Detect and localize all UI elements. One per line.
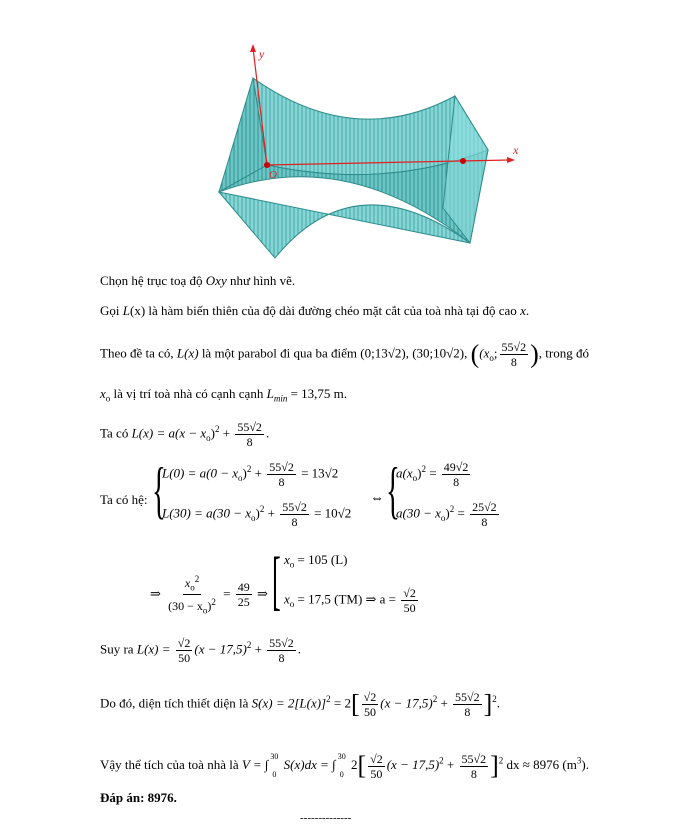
fraction-denominator: 8 xyxy=(464,705,471,719)
formula: 2 xyxy=(215,424,220,435)
text: Oxy xyxy=(205,273,227,288)
case-row xyxy=(284,586,420,615)
separator-text: -------------- xyxy=(300,812,352,824)
fraction-denominator: 8 xyxy=(510,355,517,369)
text: . xyxy=(297,641,302,657)
formula: 2 xyxy=(421,464,426,475)
text: . xyxy=(265,425,270,441)
formula: ) xyxy=(255,505,260,521)
origin-label: O xyxy=(269,169,277,181)
formula: (0;13√2), (30;10√2), xyxy=(360,345,471,361)
fraction-denominator: 50 xyxy=(363,705,376,719)
formula: 2 xyxy=(498,755,504,766)
formula: min xyxy=(273,393,288,404)
formula: + xyxy=(437,695,452,711)
fraction-numerator: √2 xyxy=(370,751,383,766)
formula: dx ≈ 8976 (m xyxy=(503,756,577,772)
text: . xyxy=(525,303,530,318)
formula: ). xyxy=(581,756,589,772)
answer xyxy=(100,790,177,806)
formula: 2 xyxy=(347,756,358,772)
formula: [ xyxy=(357,751,367,780)
text: Gọi xyxy=(100,303,123,318)
left-bracket: [ xyxy=(272,544,281,617)
formula: ) xyxy=(530,339,539,369)
formula: o xyxy=(202,605,208,616)
fraction-denominator: 8 xyxy=(481,515,488,529)
fraction-denominator: 8 xyxy=(470,766,477,781)
formula: o xyxy=(412,473,418,484)
text: là một parabol đi qua ba điểm xyxy=(198,345,361,361)
text: , trong đó xyxy=(538,345,589,361)
formula: (x − 17,5) xyxy=(194,641,247,657)
equation-row xyxy=(162,460,338,489)
text-line-2 xyxy=(100,303,529,319)
formula: 2 xyxy=(449,504,455,515)
formula: = xyxy=(454,505,469,521)
formula: = 13√2 xyxy=(297,465,339,481)
fraction-denominator: 8 xyxy=(453,475,460,489)
formula: x xyxy=(284,552,290,567)
fraction-numerator: √2 xyxy=(403,586,416,600)
text: Do đó, diện tích thiết diện là xyxy=(100,695,252,711)
text-line-4 xyxy=(100,386,347,407)
formula: (x − 17,5) xyxy=(380,695,433,711)
text: là hàm biến thiên của độ dài đường chéo mặt cắt của toà nhà tại độ cao xyxy=(145,303,521,318)
formula: 2 xyxy=(432,694,438,705)
text-line-10 xyxy=(100,748,589,784)
integral-lower: 0 xyxy=(272,770,277,779)
text: . xyxy=(496,695,501,711)
text-line-7 xyxy=(150,572,268,618)
formula: ) xyxy=(207,599,212,614)
text: như hình vẽ. xyxy=(226,273,296,288)
text: Suy ra xyxy=(100,641,137,657)
equation-row xyxy=(396,460,472,489)
equation-row xyxy=(396,500,501,529)
fraction-denominator: 8 xyxy=(278,475,285,489)
formula: = 105 (L) xyxy=(294,552,348,567)
formula: 2 xyxy=(194,574,200,584)
text-line-3: Theo đề ta có, L(x) là một parabol đi qua ba điểm (0;13√2), (30;10√2), (($x_o$; $\frac{55√2}{8}$ ), trong đó xyxy=(100,339,589,369)
formula: L xyxy=(266,386,274,401)
fraction-numerator: 55√2 xyxy=(501,340,527,354)
fraction-denominator: 50 xyxy=(403,601,416,615)
formula: 2 xyxy=(211,597,216,608)
formula: o xyxy=(190,582,195,593)
text: L xyxy=(122,303,130,318)
formula: a(30 − x xyxy=(396,505,441,521)
formula: ⇒ xyxy=(150,585,165,601)
building-figure xyxy=(205,40,535,266)
fraction-numerator: 55√2 xyxy=(461,751,487,766)
formula: L(x) xyxy=(176,345,199,361)
text: Ta có xyxy=(100,425,132,441)
formula: + xyxy=(219,425,234,441)
formula: = 10√2 xyxy=(310,505,352,521)
fraction-denominator: 8 xyxy=(246,435,253,449)
formula: (x − 17,5) xyxy=(386,756,440,772)
fraction-numerator: 55√2 xyxy=(269,460,294,474)
formula: L(0) = a(0 − x xyxy=(162,465,239,481)
text-line-5 xyxy=(100,420,269,449)
formula: 2 xyxy=(326,694,331,705)
formula: = xyxy=(425,465,440,481)
formula: 2 xyxy=(246,640,252,651)
equation-row xyxy=(162,500,351,529)
fraction-denominator: 50 xyxy=(178,651,191,665)
formula: ⇒ xyxy=(253,585,268,601)
text: Ta có hệ: xyxy=(100,492,148,507)
formula: = xyxy=(219,585,234,601)
formula: + xyxy=(251,465,266,481)
formula: S(x) = 2[L(x)] xyxy=(251,695,327,711)
fraction-numerator: √2 xyxy=(363,690,377,704)
text: x xyxy=(520,303,526,318)
text-line-9 xyxy=(100,690,500,719)
formula: ) xyxy=(417,465,422,481)
text: Theo đề ta có, xyxy=(100,345,177,361)
case-row xyxy=(284,552,347,570)
formula: x xyxy=(184,576,191,590)
system-label xyxy=(100,492,147,508)
answer-text: Đáp án: 8976. xyxy=(100,790,177,805)
formula: ) xyxy=(445,505,450,521)
integral-upper: 30 xyxy=(270,752,279,761)
formula: x xyxy=(100,386,106,401)
formula: ⇔ xyxy=(370,491,384,506)
formula: o xyxy=(489,353,494,364)
text: Chọn hệ trục toạ độ xyxy=(100,273,206,288)
formula: o xyxy=(289,559,295,570)
left-brace: { xyxy=(152,454,166,525)
text-line-1 xyxy=(100,273,295,289)
formula: a(x xyxy=(396,465,413,481)
formula: ] xyxy=(483,689,493,719)
formula: = 17,5 (TM) ⇒ a = xyxy=(294,591,400,607)
fraction-denominator: 50 xyxy=(370,766,383,781)
fraction-numerator: 55√2 xyxy=(455,690,480,704)
formula: o xyxy=(289,599,295,610)
formula: ; xyxy=(493,345,498,361)
formula: (30 − x xyxy=(168,599,203,614)
formula: o xyxy=(238,473,243,484)
formula: 2 xyxy=(259,504,265,515)
x-axis-label: x xyxy=(513,143,519,157)
formula: 2 xyxy=(439,755,444,766)
formula: S(x)dx = ∫ xyxy=(280,756,336,772)
formula: = 13,75 m. xyxy=(287,386,348,401)
fraction-denominator: 8 xyxy=(278,651,285,665)
formula: V = ∫ xyxy=(241,756,269,772)
formula: L(x) = a(x − x xyxy=(131,425,207,441)
integral-upper: 30 xyxy=(337,752,346,761)
formula: o xyxy=(440,513,446,524)
formula: x xyxy=(284,591,290,607)
integral-lower: 0 xyxy=(339,770,344,779)
equivalence-arrow xyxy=(370,491,384,507)
fraction-numerator: √2 xyxy=(177,636,191,650)
formula: L(x) = xyxy=(136,641,174,657)
fraction-numerator: 55√2 xyxy=(282,500,307,514)
formula: + xyxy=(264,505,279,521)
fraction-numerator: 49 xyxy=(237,580,250,595)
fraction-numerator: 55√2 xyxy=(269,636,294,650)
formula: ) xyxy=(210,425,215,441)
formula: o xyxy=(251,513,256,524)
fraction-denominator: 8 xyxy=(291,515,298,529)
formula: = 2 xyxy=(330,695,351,711)
text: là vị trí toà nhà có cạnh cạnh xyxy=(110,386,267,401)
text-line-8 xyxy=(100,636,301,665)
formula: + xyxy=(443,756,458,772)
formula: ) xyxy=(242,465,247,481)
fraction-numerator: 55√2 xyxy=(237,420,262,434)
y-axis-label: y xyxy=(259,47,265,61)
formula: (x xyxy=(479,345,490,361)
formula: o xyxy=(206,433,211,444)
fraction-denominator: 25 xyxy=(237,595,250,610)
formula: [ xyxy=(350,689,360,719)
separator xyxy=(300,812,351,824)
fraction-numerator: 49√2 xyxy=(443,460,469,474)
formula: 2 xyxy=(492,694,497,705)
fraction-numerator: 25√2 xyxy=(472,500,497,514)
formula: o xyxy=(105,393,111,404)
formula: 2 xyxy=(246,464,252,475)
formula: ] xyxy=(490,751,499,780)
text: Vậy thể tích của toà nhà là xyxy=(100,756,242,772)
formula: L(30) = a(30 − x xyxy=(162,505,252,521)
left-brace: { xyxy=(386,454,400,525)
formula: + xyxy=(251,641,266,657)
text: (x) xyxy=(129,303,146,318)
formula: 3 xyxy=(576,755,582,766)
